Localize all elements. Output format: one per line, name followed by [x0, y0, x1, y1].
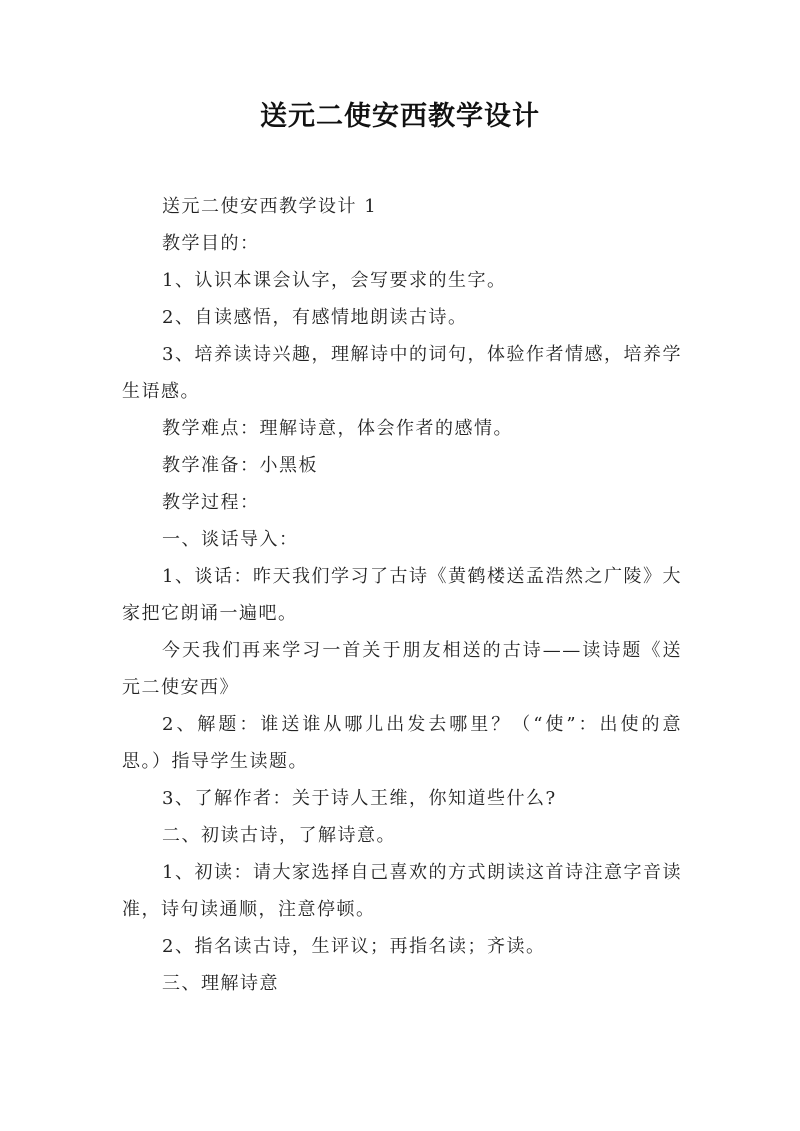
paragraph: 三、理解诗意 — [162, 973, 279, 994]
document-title: 送元二使安西教学设计 — [260, 101, 540, 132]
paragraph: 3、了解作者：关于诗人王维，你知道些什么? — [162, 788, 557, 809]
paragraph: 3、培养读诗兴趣，理解诗中的词句，体验作者情感，培养学生语感。 — [122, 344, 682, 402]
paragraph: 教学过程： — [162, 492, 260, 513]
paragraph: 教学目的： — [162, 233, 260, 254]
paragraph: 教学准备：小黑板 — [162, 455, 318, 476]
paragraph: 1、谈话：昨天我们学习了古诗《黄鹤楼送孟浩然之广陵》大家把它朗诵一遍吧。 — [122, 566, 682, 624]
document-body — [122, 188, 682, 1002]
paragraph: 2、解题：谁送谁从哪儿出发去哪里？（“使”：出使的意思。）指导学生读题。 — [122, 714, 682, 772]
paragraph: 2、指名读古诗，生评议；再指名读；齐读。 — [162, 936, 546, 957]
paragraph: 二、初读古诗，了解诗意。 — [162, 825, 396, 846]
paragraph: 2、自读感悟，有感情地朗读古诗。 — [162, 307, 468, 328]
paragraph: 今天我们再来学习一首关于朋友相送的古诗——读诗题《送元二使安西》 — [122, 640, 682, 698]
paragraph: 一、谈话导入： — [162, 529, 299, 550]
paragraph: 教学难点：理解诗意，体会作者的感情。 — [162, 418, 513, 439]
paragraph: 1、认识本课会认字，会写要求的生字。 — [162, 270, 507, 291]
paragraph: 送元二使安西教学设计 1 — [162, 196, 378, 217]
paragraph: 1、初读：请大家选择自己喜欢的方式朗读这首诗注意字音读准，诗句读通顺，注意停顿。 — [122, 862, 682, 920]
